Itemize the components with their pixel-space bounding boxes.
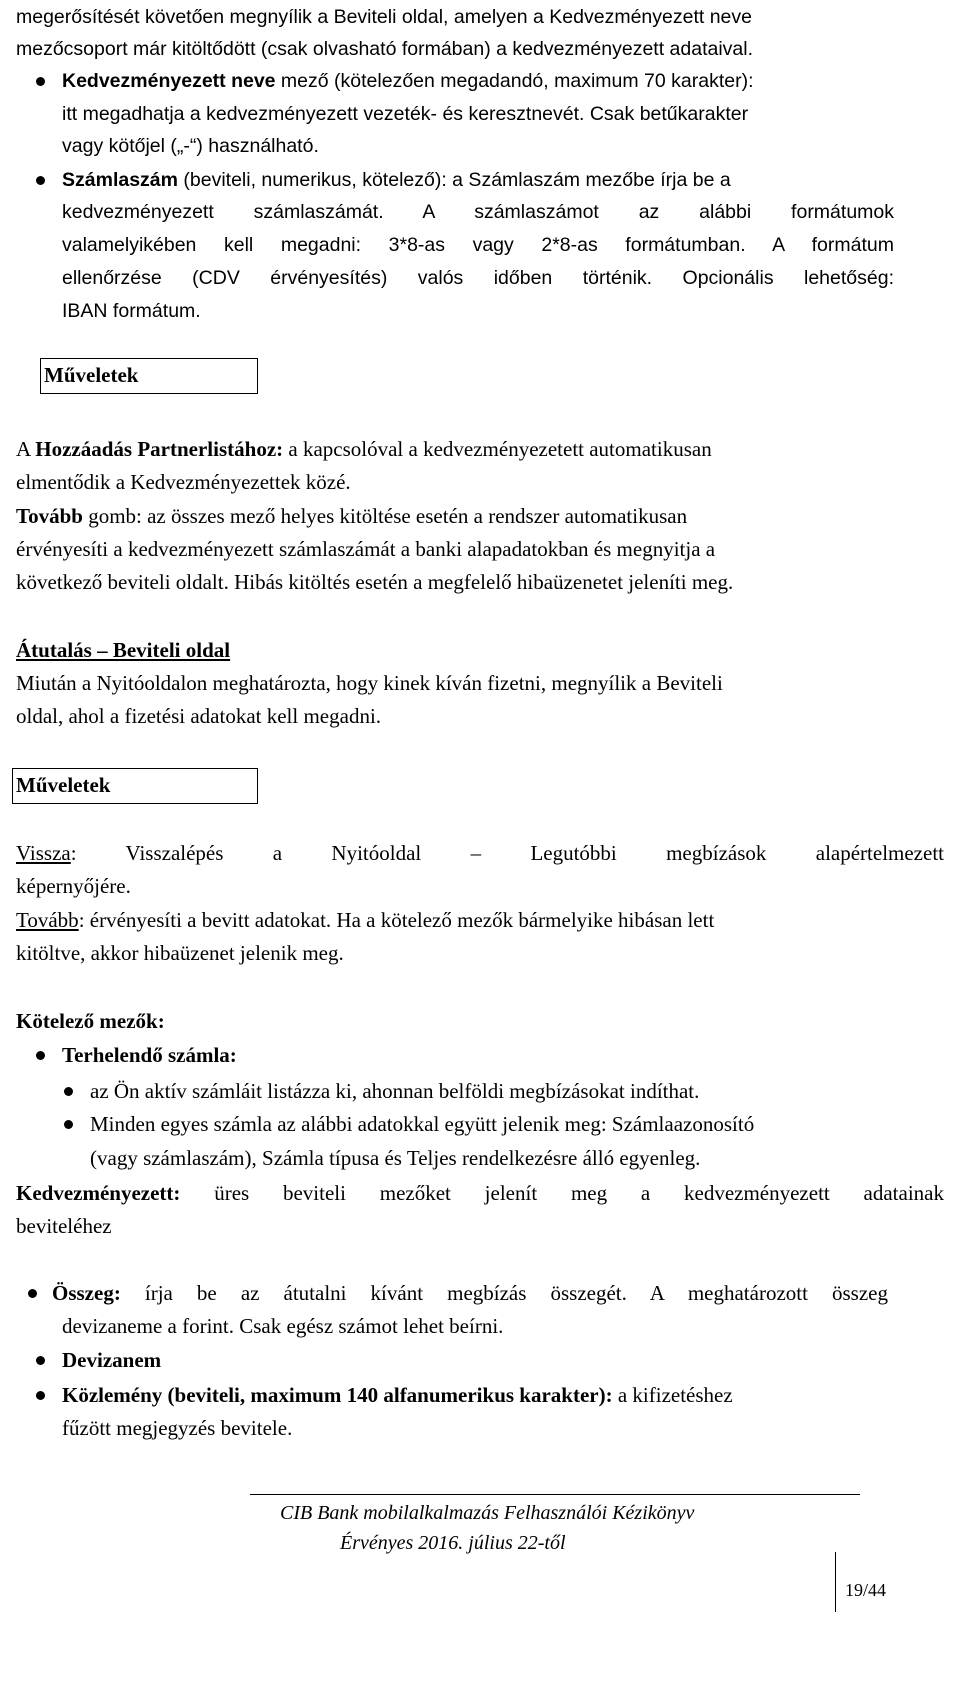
paragraph-line: beviteléhez <box>16 1214 112 1238</box>
paragraph-line: elmentődik a Kedvezményezettek közé. <box>16 470 351 494</box>
required-fields-title: Kötelező mezők: <box>16 1009 165 1033</box>
section-title-atutalas: Átutalás – Beviteli oldal <box>16 638 231 662</box>
bullet-icon <box>28 1289 37 1298</box>
bullet-text: valamelyikében kell megadni: 3*8-as vagy 2*8-as formátumban. A formátum <box>62 234 894 256</box>
paragraph-line: kitöltve, akkor hibaüzenet jelenik meg. <box>16 941 344 965</box>
bullet-text: itt megadhatja a kedvezményezett vezeték- és keresztnevét. Csak betűkarakter <box>62 103 749 125</box>
paragraph-line: devizaneme a forint. Csak egész számot lehet beírni. <box>62 1314 504 1338</box>
field-name: Kedvezményezett neve <box>62 70 276 92</box>
sub-bullet-text: Minden egyes számla az alábbi adatokkal együtt jelenik meg: Számlaazonosító <box>90 1112 755 1136</box>
paragraph-line: fűzött megjegyzés bevitele. <box>62 1416 293 1440</box>
footer-divider <box>250 1494 860 1495</box>
sub-bullet-text: (vagy számlaszám), Számla típusa és Teljes rendelkezésre álló egyenleg. <box>90 1146 701 1170</box>
vissza-label: Vissza <box>16 841 71 865</box>
paragraph-kedvezmenyezett <box>16 1180 944 1206</box>
tovabb-label: Tovább <box>16 504 83 528</box>
text: üres beviteli mezőket jelenít meg a kedvezményezett adatainak <box>180 1181 944 1205</box>
text: : érvényesíti a bevitt adatokat. Ha a kötelező mezők bármelyike hibásan lett <box>78 908 715 932</box>
paragraph-line: érvényesíti a kedvezményezett számlaszámát a banki alapadatokban és megnyitja a <box>16 537 716 561</box>
bullet-osszeg <box>52 1280 888 1306</box>
paragraph-vissza <box>16 840 944 866</box>
field-desc: mező (kötelezően megadandó, maximum 70 karakter): <box>275 70 754 92</box>
kedvezmenyezett-label: Kedvezményezett: <box>16 1181 181 1205</box>
bullet-text: ellenőrzése (CDV érvényesítés) valós időben történik. Opcionális lehetőség: <box>62 267 894 289</box>
muveletek-header: Műveletek <box>40 358 258 394</box>
hozzaadas-label: Hozzáadás Partnerlistához: <box>35 437 284 461</box>
bullet-text: kedvezményezett számlaszámát. A számlaszámot az alábbi formátumok <box>62 201 894 223</box>
text: gomb: az összes mező helyes kitöltése esetén a rendszer automatikusan <box>82 504 688 528</box>
bullet-kedvezmenyezett-neve <box>62 68 754 94</box>
paragraph-tovabb-2 <box>16 907 714 933</box>
bullet-icon <box>36 176 45 185</box>
bullet-text: vagy kötőjel („-“) használható. <box>62 135 319 157</box>
intro-line-2: mezőcsoport már kitöltődött (csak olvasható formában) a kedvezményezett adataival. <box>16 38 754 60</box>
muveletek-header-2: Műveletek <box>12 768 258 804</box>
paragraph-line: következő beviteli oldalt. Hibás kitöltés esetén a megfelelő hibaüzenetet jeleníti meg. <box>16 570 734 594</box>
text: a kapcsolóval a kedvezményezetett automatikusan <box>283 437 712 461</box>
intro-line-1: megerősítését követően megnyílik a Beviteli oldal, amelyen a Kedvezményezett neve <box>16 6 752 28</box>
text: : Visszalépés a Nyitóoldal – Legutóbbi megbízások alapértelmezett <box>70 841 944 865</box>
bullet-kozlemeny <box>62 1382 733 1408</box>
terhelendo-szamla-label: Terhelendő számla: <box>62 1043 237 1067</box>
bullet-icon <box>64 1120 73 1129</box>
bullet-icon <box>36 77 45 86</box>
bullet-szamlaszam <box>62 167 731 193</box>
text: a kifizetéshez <box>612 1383 733 1407</box>
bullet-icon <box>36 1356 45 1365</box>
kozlemeny-label: Közlemény (beviteli, maximum 140 alfanumerikus karakter): <box>62 1383 613 1407</box>
footer-validity: Érvényes 2016. július 22-től <box>340 1532 566 1554</box>
devizanem-label: Devizanem <box>62 1348 162 1372</box>
paragraph-line: oldal, ahol a fizetési adatokat kell megadni. <box>16 704 382 728</box>
text: írja be az átutalni kívánt megbízás összegét. A meghatározott összeg <box>120 1281 888 1305</box>
bullet-icon <box>64 1087 73 1096</box>
paragraph-tovabb <box>16 503 687 529</box>
field-desc: (beviteli, numerikus, kötelező): a Számlaszám mezőbe írja be a <box>177 169 731 191</box>
page-number: 19/44 <box>845 1580 887 1600</box>
field-name: Számlaszám <box>62 169 178 191</box>
bullet-icon <box>36 1051 45 1060</box>
page-number-divider <box>835 1552 836 1612</box>
footer-title: CIB Bank mobilalkalmazás Felhasználói Kézikönyv <box>280 1502 695 1524</box>
bullet-icon <box>36 1391 45 1400</box>
tovabb-label: Tovább <box>16 908 79 932</box>
osszeg-label: Összeg: <box>52 1281 121 1305</box>
paragraph-hozzaadas <box>16 436 712 462</box>
paragraph-line: képernyőjére. <box>16 874 131 898</box>
paragraph-line: Miután a Nyitóoldalon meghatározta, hogy kinek kíván fizetni, megnyílik a Beviteli <box>16 671 723 695</box>
bullet-text: IBAN formátum. <box>62 300 201 322</box>
text: A <box>16 437 36 461</box>
sub-bullet-text: az Ön aktív számláit listázza ki, ahonnan belföldi megbízásokat indíthat. <box>90 1079 700 1103</box>
